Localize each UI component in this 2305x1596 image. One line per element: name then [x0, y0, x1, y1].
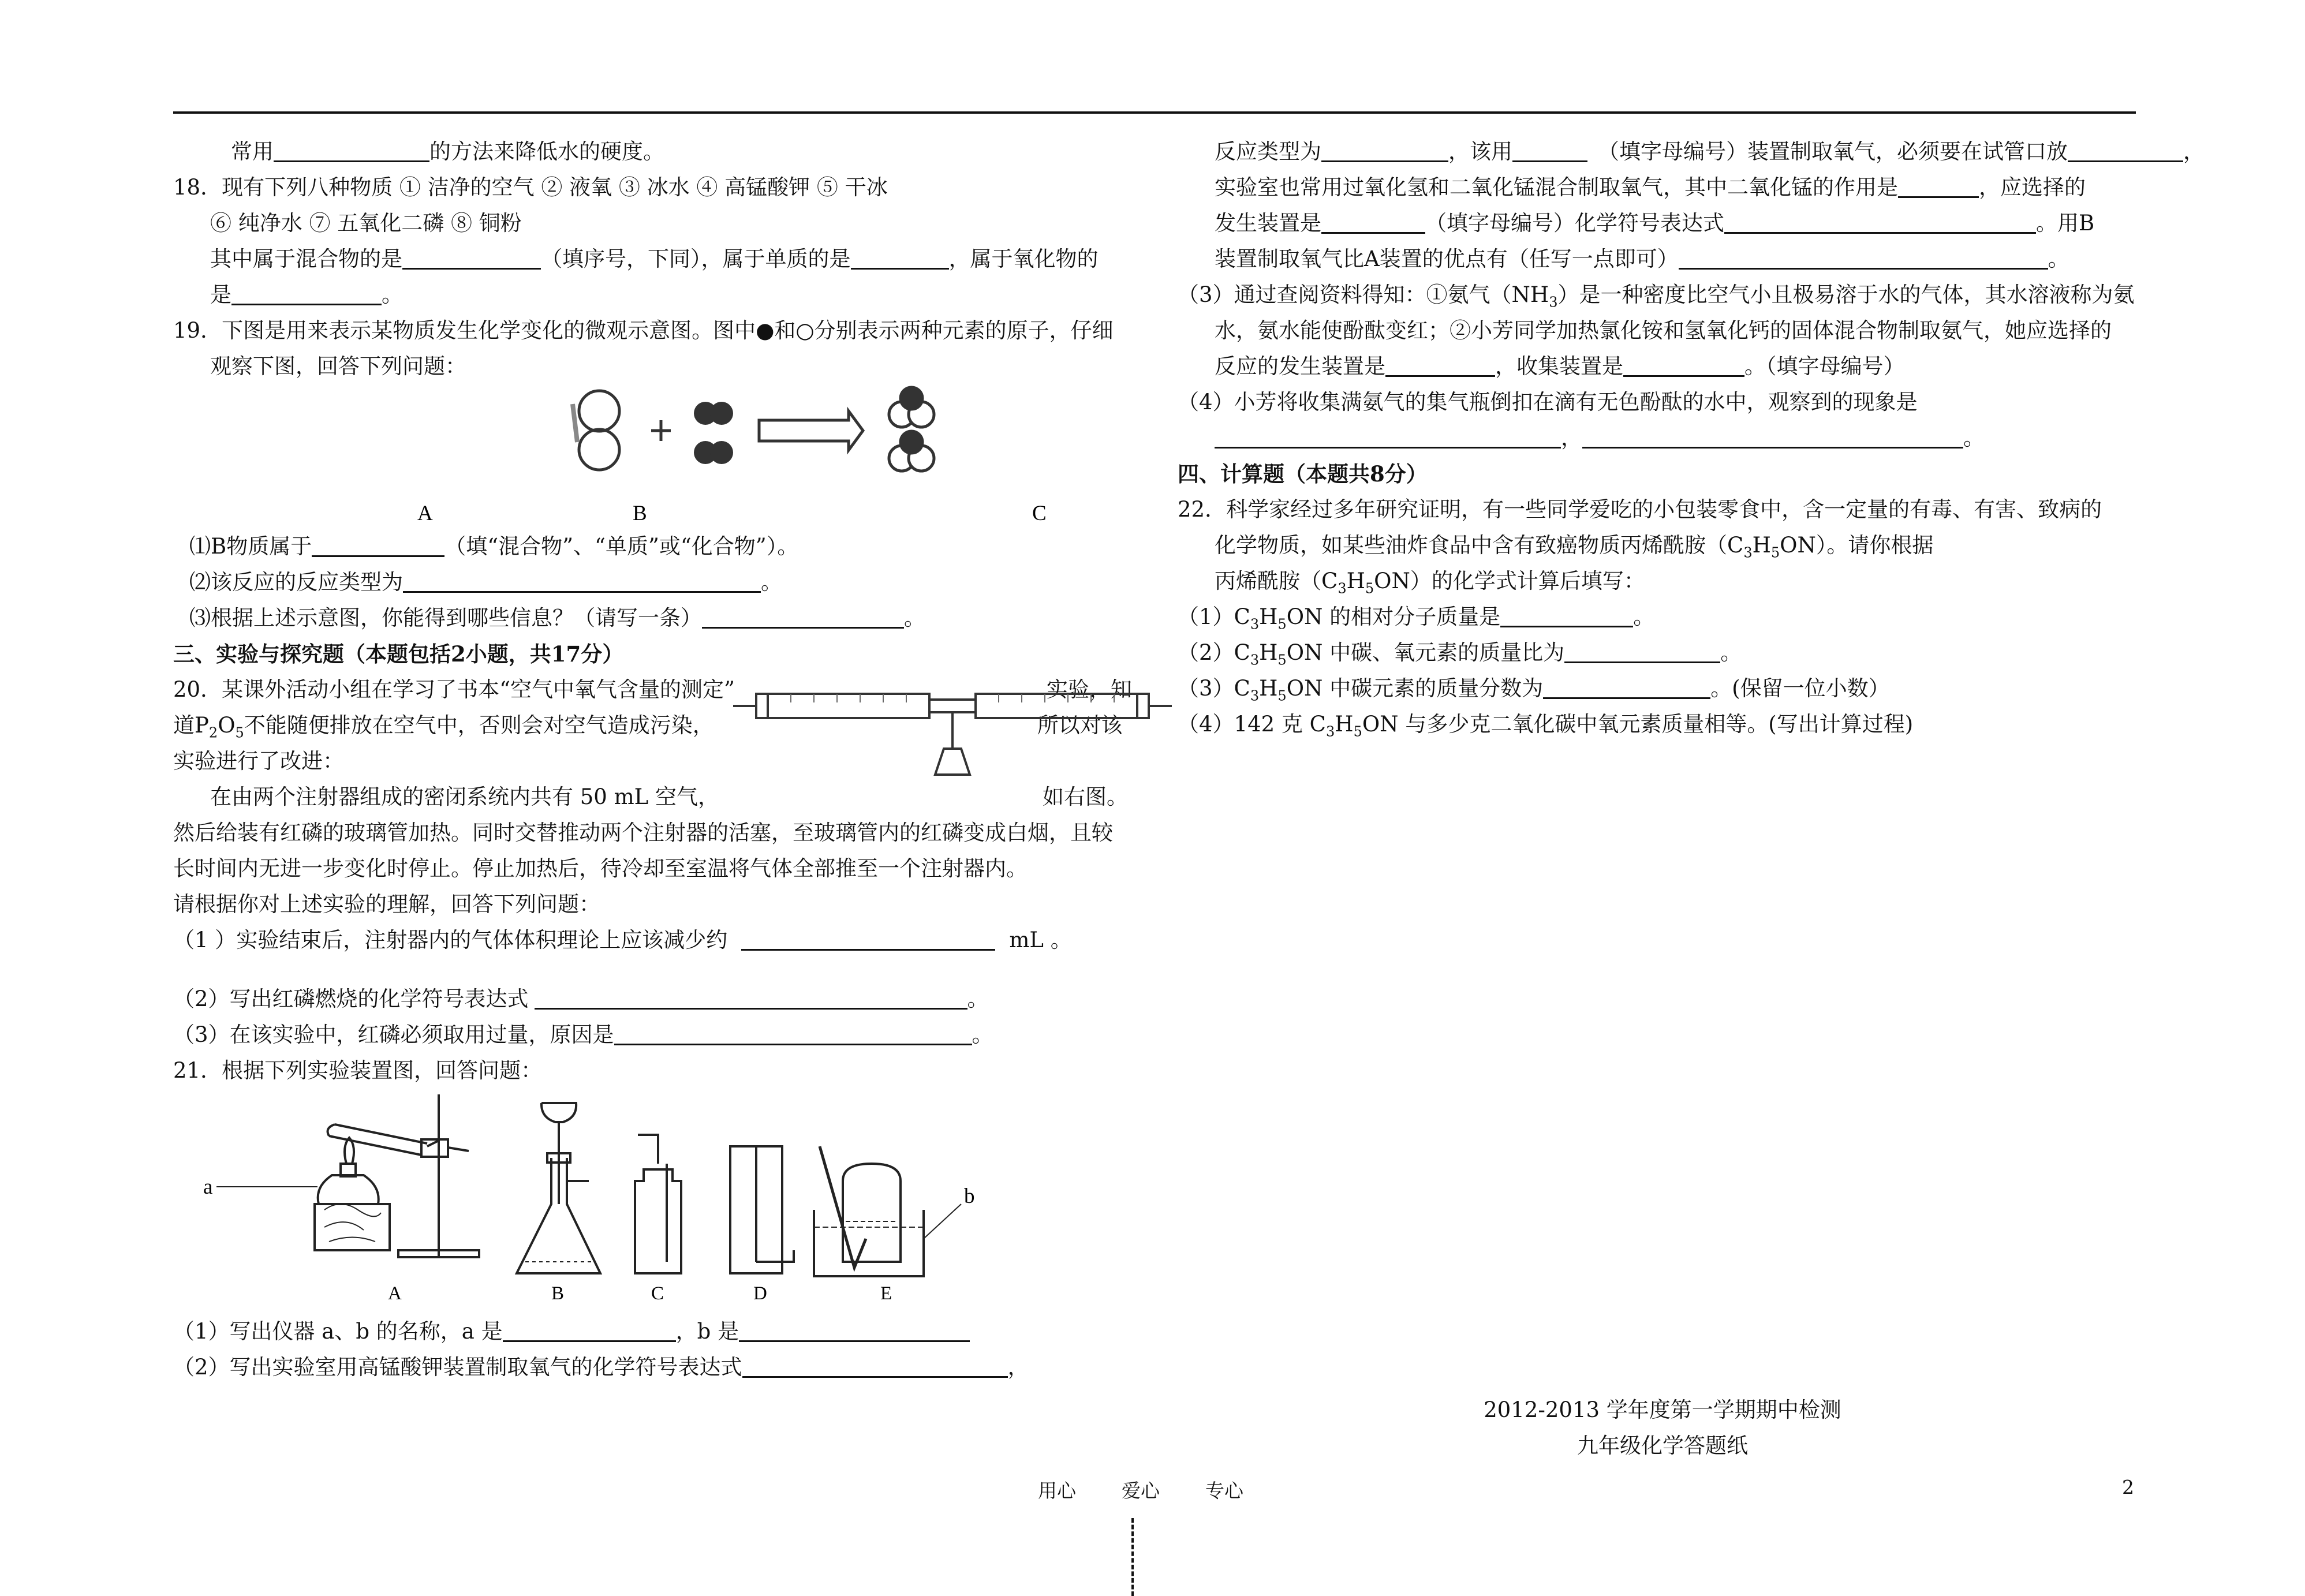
exam-title-line2: 九年级化学答题纸 [1577, 1433, 1748, 1458]
q21-4-line1: （4）小芳将收集满氨气的集气瓶倒扣在滴有无色酚酞的水中，观察到的现象是 [1178, 390, 1918, 414]
answer-blank[interactable] [614, 1018, 972, 1045]
q22-line3: 丙烯酰胺$(C_3H_5ON)$的化学式计算后填写： [1215, 569, 1645, 597]
q19-sub2: ⑵该反应的反应类型为 。 [173, 565, 1155, 600]
diagram-label-c: C [1032, 502, 1047, 525]
answer-blank[interactable] [741, 924, 995, 951]
q20-line7: 请根据你对上述实验的理解，回答下列问题： [173, 892, 600, 917]
q20-block [173, 672, 1155, 815]
q20-line1: 20．某课外活动小组在学习了书本“空气中氧气含量的测定” 实验，知 [173, 677, 1132, 702]
section-4-heading: 四、计算题（本题共8分） [1178, 461, 1428, 487]
apparatus-label-b: B [551, 1283, 565, 1304]
answer-blank[interactable] [402, 242, 541, 270]
diagram-label-b: B [633, 502, 647, 525]
apparatus-label-c: C [651, 1283, 664, 1304]
right-column [1178, 134, 2205, 742]
answer-blank[interactable] [742, 1351, 1008, 1378]
exam-title-line1: 2012-2013 学年度第一学期期中检测 [1484, 1397, 1841, 1422]
section-3-heading: 三、实验与探究题（本题包括2小题，共17分） [173, 641, 624, 667]
q22-line1: 22．科学家经过多年研究证明，有一些同学爱吃的小包装零食中，含一定量的有毒、有害、致病的 [1178, 497, 2102, 522]
q18-items: ⑥ 纯净水 ⑦ 五氧化二磷 ⑧ 铜粉 [210, 211, 522, 236]
answer-blank[interactable] [1215, 421, 1561, 448]
q21-4-line2: ， 。 [1178, 420, 2170, 456]
left-column [173, 134, 1155, 1385]
answer-blank[interactable] [1898, 171, 1979, 198]
q20-sub3: （3）在该实验中，红磷必须取用过量，原因是 。 [173, 1017, 1155, 1053]
q20-line2: 道$P_2O_5$不能随便排放在空气中，否则会对空气造成污染， 所以对该 [173, 713, 1123, 741]
q21-cont-line1: 反应类型为 ，该用 （填字母编号）装置制取氧气，必须要在试管口放 ， [1178, 134, 2170, 170]
q19-sub1: ⑴B物质属于 （填“混合物”、“单质”或“化合物”）。 [173, 529, 1155, 565]
q20-sub2: （2）写出红磷燃烧的化学符号表达式 。 [173, 981, 1155, 1017]
apparatus-label-a: A [388, 1283, 402, 1304]
answer-blank[interactable] [1512, 135, 1587, 162]
q19-line2: 观察下图，回答下列问题： [210, 354, 466, 379]
page-number: 2 [2122, 1476, 2134, 1498]
answer-blank[interactable] [231, 278, 382, 305]
q22-sub1: $(1)C_3H_5ON$ 的相对分子质量是 。 [1178, 599, 2170, 635]
q21-3-line1: （3）通过查阅资料得知：①氨气$(NH_3)$是一种密度比空气小且极易溶于水的气体，其水溶液称为氨 [1178, 282, 2135, 311]
q22-sub2: $(2)C_3H_5ON$ 中碳、氧元素的质量比为 。 [1178, 635, 2170, 671]
q21-sub1: （1）写出仪器 a、b 的名称，a 是 ，b 是 [173, 1314, 1155, 1350]
fold-line [1131, 1518, 1134, 1596]
answer-blank[interactable] [739, 1315, 970, 1342]
answer-blank[interactable] [535, 982, 967, 1010]
q21-intro: 21．根据下列实验装置图，回答问题： [173, 1058, 543, 1083]
q22-sub4: （4）142 克 $C_3H_5ON$ 与多少克二氧化碳中氧元素质量相等。(写出计算过程) [1178, 712, 1914, 740]
answer-blank[interactable] [1564, 636, 1720, 663]
q18-question: 其中属于混合物的是 （填序号，下同），属于单质的是 ，属于氧化物的 [173, 241, 1155, 277]
answer-blank[interactable] [312, 530, 444, 557]
q22-sub3: $(3)C_3H_5ON$ 中碳元素的质量分数为 。(保留一位小数） [1178, 671, 2170, 707]
apparatus-label-d: D [753, 1283, 767, 1304]
answer-blank[interactable] [274, 135, 429, 162]
answer-blank[interactable] [1385, 350, 1495, 377]
answer-blank[interactable] [1543, 672, 1710, 699]
q19-sub3: ⑶根据上述示意图，你能得到哪些信息？（请写一条） 。 [173, 600, 1155, 636]
q18-question-cont: 是 。 [173, 277, 1155, 313]
answer-blank[interactable] [1679, 242, 2048, 270]
footer-word-3: 专心 [1205, 1479, 1243, 1502]
answer-blank[interactable] [702, 601, 904, 629]
answer-blank[interactable] [1321, 135, 1448, 162]
header-rule [173, 111, 2136, 114]
diagram-label-a: A [417, 502, 433, 525]
answer-blank[interactable] [1582, 421, 1963, 448]
answer-blank[interactable] [1623, 350, 1744, 377]
answer-blank[interactable] [2068, 135, 2183, 162]
answer-blank[interactable] [851, 242, 949, 270]
exam-title [1385, 1392, 1940, 1464]
q20-line4: 在由两个注射器组成的密闭系统内共有 50 mL 空气， 如右图。 [210, 784, 1129, 809]
q22-line2: 化学物质，如某些油炸食品中含有致癌物质丙烯酰胺$(C_3H_5ON)$。请你根据 [1215, 533, 1934, 561]
footer-word-2: 爱心 [1122, 1479, 1160, 1502]
q21-sub2: （2）写出实验室用高锰酸钾装置制取氧气的化学符号表达式 ， [173, 1350, 1155, 1385]
q20-line5: 然后给装有红磷的玻璃管加热。同时交替推动两个注射器的活塞，至玻璃管内的红磷变成白烟，且较 [173, 820, 1113, 845]
q21-cont-line4: 装置制取氧气比A装置的优点有（任写一点即可） 。 [1178, 241, 2170, 277]
q17-continuation: 常用 的方法来降低水的硬度。 [173, 134, 1155, 170]
footer-word-1: 用心 [1038, 1479, 1076, 1502]
answer-blank[interactable] [503, 1315, 676, 1342]
q20-line3: 实验进行了改进： [173, 749, 344, 773]
syringe-apparatus [733, 676, 1206, 792]
q21-3-line3: 反应的发生装置是 ，收集装置是 。（填字母编号） [1178, 349, 2170, 384]
apparatus-label-e: E [880, 1283, 892, 1304]
molecule-diagram [173, 384, 1155, 529]
q19-line1: 19．下图是用来表示某物质发生化学变化的微观示意图。图中●和○分别表示两种元素的原子，仔细 [173, 318, 1114, 343]
q21-cont-line3: 发生装置是 （填字母编号）化学符号表达式 。用B [1178, 205, 2170, 241]
answer-blank[interactable] [1724, 207, 2036, 234]
q21-cont-line2: 实验室也常用过氧化氢和二氧化锰混合制取氧气，其中二氧化锰的作用是 ，应选择的 [1178, 170, 2170, 205]
q21-3-line2: 水，氨水能使酚酞变红；②小芳同学加热氯化铵和氢氧化钙的固体混合物制取氨气，她应选择的 [1215, 318, 2112, 343]
q20-sub1: （1 ）实验结束后，注射器内的气体体积理论上应该减少约 mL 。 [173, 922, 1155, 958]
q20-line6: 长时间内无进一步变化时停止。停止加热后，待冷却至室温将气体全部推至一个注射器内。 [173, 856, 1028, 881]
callout-b: b [964, 1184, 975, 1208]
q18-intro: 18．现有下列八种物质 ① 洁净的空气 ② 液氧 ③ 冰水 ④ 高锰酸钾 ⑤ 干冰 [173, 175, 888, 200]
answer-blank[interactable] [1500, 600, 1633, 627]
lab-apparatus-figure [173, 1089, 1155, 1314]
answer-blank[interactable] [1321, 207, 1425, 234]
answer-blank[interactable] [403, 566, 761, 593]
callout-a: a [203, 1175, 213, 1199]
